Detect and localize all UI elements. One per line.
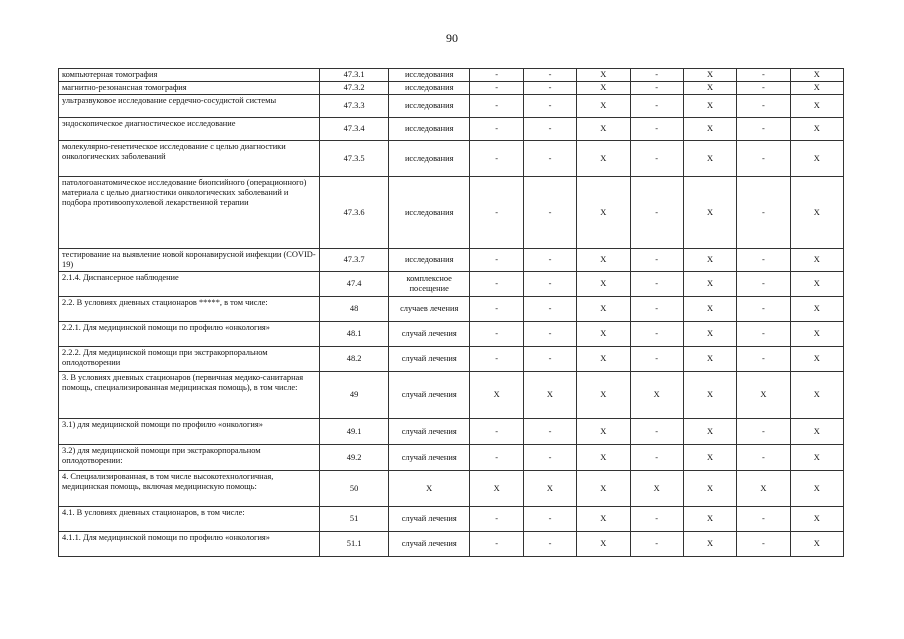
row-cell-4: -	[630, 272, 683, 297]
row-cell-4: -	[630, 347, 683, 372]
row-cell-4: -	[630, 297, 683, 322]
row-unit: исследования	[388, 69, 469, 82]
row-cell-2: -	[523, 507, 576, 532]
row-cell-7: X	[790, 322, 843, 347]
row-cell-2: -	[523, 445, 576, 471]
row-name: патологоанатомическое исследование биопсийного (операционного) материала с целью диагностики онкологических заболеваний и подбора противоопухолевой лекарственной терапии	[59, 177, 320, 249]
row-cell-6: X	[737, 372, 790, 419]
row-cell-4: -	[630, 141, 683, 177]
row-cell-4: -	[630, 507, 683, 532]
row-unit: случай лечения	[388, 507, 469, 532]
row-cell-5: X	[683, 322, 736, 347]
row-cell-5: X	[683, 445, 736, 471]
row-code: 47.3.1	[320, 69, 389, 82]
row-code: 47.3.5	[320, 141, 389, 177]
row-cell-1: X	[470, 372, 523, 419]
table-row	[59, 297, 844, 322]
row-code: 48.1	[320, 322, 389, 347]
row-cell-4: -	[630, 532, 683, 557]
row-name: 3. В условиях дневных стационаров (первичная медико-санитарная помощь, специализированная медицинская помощь), в том числе:	[59, 372, 320, 419]
row-name: ультразвуковое исследование сердечно-сосудистой системы	[59, 95, 320, 118]
table-row	[59, 95, 844, 118]
table-row	[59, 82, 844, 95]
row-cell-2: -	[523, 347, 576, 372]
row-cell-7: X	[790, 532, 843, 557]
row-name: 4. Специализированная, в том числе высокотехнологичная, медицинская помощь, включая медицинскую помощь:	[59, 471, 320, 507]
row-cell-5: X	[683, 177, 736, 249]
row-cell-5: X	[683, 419, 736, 445]
row-cell-2: -	[523, 118, 576, 141]
row-name: компьютерная томография	[59, 69, 320, 82]
row-cell-1: X	[470, 471, 523, 507]
row-cell-3: X	[577, 419, 630, 445]
row-cell-7: X	[790, 419, 843, 445]
row-cell-1: -	[470, 297, 523, 322]
row-cell-1: -	[470, 347, 523, 372]
row-cell-1: -	[470, 177, 523, 249]
row-code: 47.3.2	[320, 82, 389, 95]
table-row	[59, 69, 844, 82]
row-cell-3: X	[577, 95, 630, 118]
row-cell-6: -	[737, 69, 790, 82]
table-row	[59, 141, 844, 177]
row-cell-6: X	[737, 471, 790, 507]
row-name: 2.1.4. Диспансерное наблюдение	[59, 272, 320, 297]
row-cell-1: -	[470, 69, 523, 82]
row-cell-5: X	[683, 272, 736, 297]
row-cell-4: X	[630, 471, 683, 507]
row-cell-6: -	[737, 532, 790, 557]
row-cell-3: X	[577, 118, 630, 141]
row-name: магнитно-резонансная томография	[59, 82, 320, 95]
row-name: 2.2.2. Для медицинской помощи при экстракорпоральном оплодотворении	[59, 347, 320, 372]
row-cell-2: -	[523, 532, 576, 557]
row-code: 49.2	[320, 445, 389, 471]
row-cell-4: -	[630, 95, 683, 118]
page-number: 90	[446, 31, 458, 45]
row-name: эндоскопическое диагностическое исследование	[59, 118, 320, 141]
row-unit: исследования	[388, 95, 469, 118]
table-body	[59, 69, 844, 557]
row-cell-6: -	[737, 177, 790, 249]
table-row	[59, 507, 844, 532]
row-cell-1: -	[470, 445, 523, 471]
row-cell-5: X	[683, 82, 736, 95]
row-unit: случай лечения	[388, 532, 469, 557]
row-unit: случай лечения	[388, 372, 469, 419]
row-cell-5: X	[683, 347, 736, 372]
row-cell-6: -	[737, 419, 790, 445]
row-cell-2: -	[523, 297, 576, 322]
table-row	[59, 118, 844, 141]
row-cell-1: -	[470, 419, 523, 445]
row-unit: случай лечения	[388, 419, 469, 445]
row-name: 3.1) для медицинской помощи по профилю «онкология»	[59, 419, 320, 445]
row-cell-6: -	[737, 95, 790, 118]
row-cell-2: -	[523, 177, 576, 249]
row-cell-6: -	[737, 118, 790, 141]
row-name: 4.1.1. Для медицинской помощи по профилю «онкология»	[59, 532, 320, 557]
row-cell-5: X	[683, 141, 736, 177]
row-cell-4: -	[630, 249, 683, 272]
row-cell-2: -	[523, 82, 576, 95]
row-cell-1: -	[470, 95, 523, 118]
row-cell-1: -	[470, 322, 523, 347]
row-unit: комплексное посещение	[388, 272, 469, 297]
row-cell-5: X	[683, 118, 736, 141]
row-cell-7: X	[790, 69, 843, 82]
row-cell-3: X	[577, 507, 630, 532]
row-cell-7: X	[790, 118, 843, 141]
row-cell-3: X	[577, 272, 630, 297]
row-cell-3: X	[577, 347, 630, 372]
row-cell-7: X	[790, 372, 843, 419]
row-code: 47.3.7	[320, 249, 389, 272]
row-code: 48	[320, 297, 389, 322]
row-code: 47.4	[320, 272, 389, 297]
row-cell-4: -	[630, 445, 683, 471]
row-cell-6: -	[737, 141, 790, 177]
table-row	[59, 322, 844, 347]
row-cell-1: -	[470, 507, 523, 532]
table-row	[59, 272, 844, 297]
row-cell-3: X	[577, 471, 630, 507]
row-cell-7: X	[790, 347, 843, 372]
row-cell-3: X	[577, 297, 630, 322]
row-cell-7: X	[790, 471, 843, 507]
row-unit: случай лечения	[388, 322, 469, 347]
table-row	[59, 471, 844, 507]
tariff-table	[58, 68, 844, 557]
row-cell-2: -	[523, 272, 576, 297]
row-cell-6: -	[737, 507, 790, 532]
row-cell-1: -	[470, 141, 523, 177]
row-unit: исследования	[388, 249, 469, 272]
row-cell-2: -	[523, 419, 576, 445]
row-unit: X	[388, 471, 469, 507]
row-name: молекулярно-генетическое исследование с целью диагностики онкологических заболеваний	[59, 141, 320, 177]
row-unit: случаев лечения	[388, 297, 469, 322]
row-cell-3: X	[577, 249, 630, 272]
row-cell-5: X	[683, 95, 736, 118]
row-cell-3: X	[577, 322, 630, 347]
row-cell-3: X	[577, 372, 630, 419]
row-code: 50	[320, 471, 389, 507]
row-cell-7: X	[790, 177, 843, 249]
row-cell-5: X	[683, 532, 736, 557]
table-row	[59, 532, 844, 557]
row-cell-5: X	[683, 297, 736, 322]
table-row	[59, 419, 844, 445]
row-name: 3.2) для медицинской помощи при экстракорпоральном оплодотворении:	[59, 445, 320, 471]
row-unit: случай лечения	[388, 347, 469, 372]
row-cell-7: X	[790, 141, 843, 177]
row-cell-1: -	[470, 272, 523, 297]
row-code: 47.3.6	[320, 177, 389, 249]
row-unit: исследования	[388, 141, 469, 177]
table-row	[59, 347, 844, 372]
row-cell-2: -	[523, 95, 576, 118]
row-cell-7: X	[790, 82, 843, 95]
row-cell-6: -	[737, 249, 790, 272]
row-cell-5: X	[683, 471, 736, 507]
row-code: 51.1	[320, 532, 389, 557]
row-name: тестирование на выявление новой коронавирусной инфекции (COVID-19)	[59, 249, 320, 272]
row-code: 49	[320, 372, 389, 419]
row-cell-4: -	[630, 322, 683, 347]
row-cell-2: X	[523, 471, 576, 507]
row-cell-2: -	[523, 141, 576, 177]
row-code: 51	[320, 507, 389, 532]
row-cell-1: -	[470, 532, 523, 557]
table-row	[59, 249, 844, 272]
row-cell-5: X	[683, 69, 736, 82]
row-cell-7: X	[790, 272, 843, 297]
row-code: 49.1	[320, 419, 389, 445]
row-cell-1: -	[470, 118, 523, 141]
row-cell-3: X	[577, 445, 630, 471]
row-unit: исследования	[388, 82, 469, 95]
row-name: 2.2. В условиях дневных стационаров *****, в том числе:	[59, 297, 320, 322]
row-cell-3: X	[577, 141, 630, 177]
row-cell-6: -	[737, 347, 790, 372]
row-cell-6: -	[737, 82, 790, 95]
row-cell-7: X	[790, 95, 843, 118]
row-cell-3: X	[577, 82, 630, 95]
row-cell-2: X	[523, 372, 576, 419]
row-cell-3: X	[577, 177, 630, 249]
table-row	[59, 177, 844, 249]
row-cell-4: -	[630, 118, 683, 141]
row-cell-3: X	[577, 532, 630, 557]
row-cell-6: -	[737, 297, 790, 322]
row-cell-4: -	[630, 69, 683, 82]
row-code: 47.3.3	[320, 95, 389, 118]
row-cell-7: X	[790, 249, 843, 272]
row-cell-6: -	[737, 272, 790, 297]
row-cell-1: -	[470, 249, 523, 272]
table-row	[59, 445, 844, 471]
row-cell-4: X	[630, 372, 683, 419]
row-unit: случай лечения	[388, 445, 469, 471]
row-name: 4.1. В условиях дневных стационаров, в том числе:	[59, 507, 320, 532]
table-row	[59, 372, 844, 419]
row-cell-6: -	[737, 322, 790, 347]
row-cell-2: -	[523, 322, 576, 347]
row-code: 47.3.4	[320, 118, 389, 141]
row-name: 2.2.1. Для медицинской помощи по профилю «онкология»	[59, 322, 320, 347]
row-cell-4: -	[630, 82, 683, 95]
row-cell-4: -	[630, 419, 683, 445]
row-cell-4: -	[630, 177, 683, 249]
row-unit: исследования	[388, 177, 469, 249]
row-cell-7: X	[790, 445, 843, 471]
row-cell-5: X	[683, 249, 736, 272]
row-cell-2: -	[523, 249, 576, 272]
row-cell-2: -	[523, 69, 576, 82]
row-cell-5: X	[683, 507, 736, 532]
row-cell-6: -	[737, 445, 790, 471]
row-cell-5: X	[683, 372, 736, 419]
row-cell-1: -	[470, 82, 523, 95]
row-cell-7: X	[790, 507, 843, 532]
row-code: 48.2	[320, 347, 389, 372]
row-cell-7: X	[790, 297, 843, 322]
row-unit: исследования	[388, 118, 469, 141]
row-cell-3: X	[577, 69, 630, 82]
